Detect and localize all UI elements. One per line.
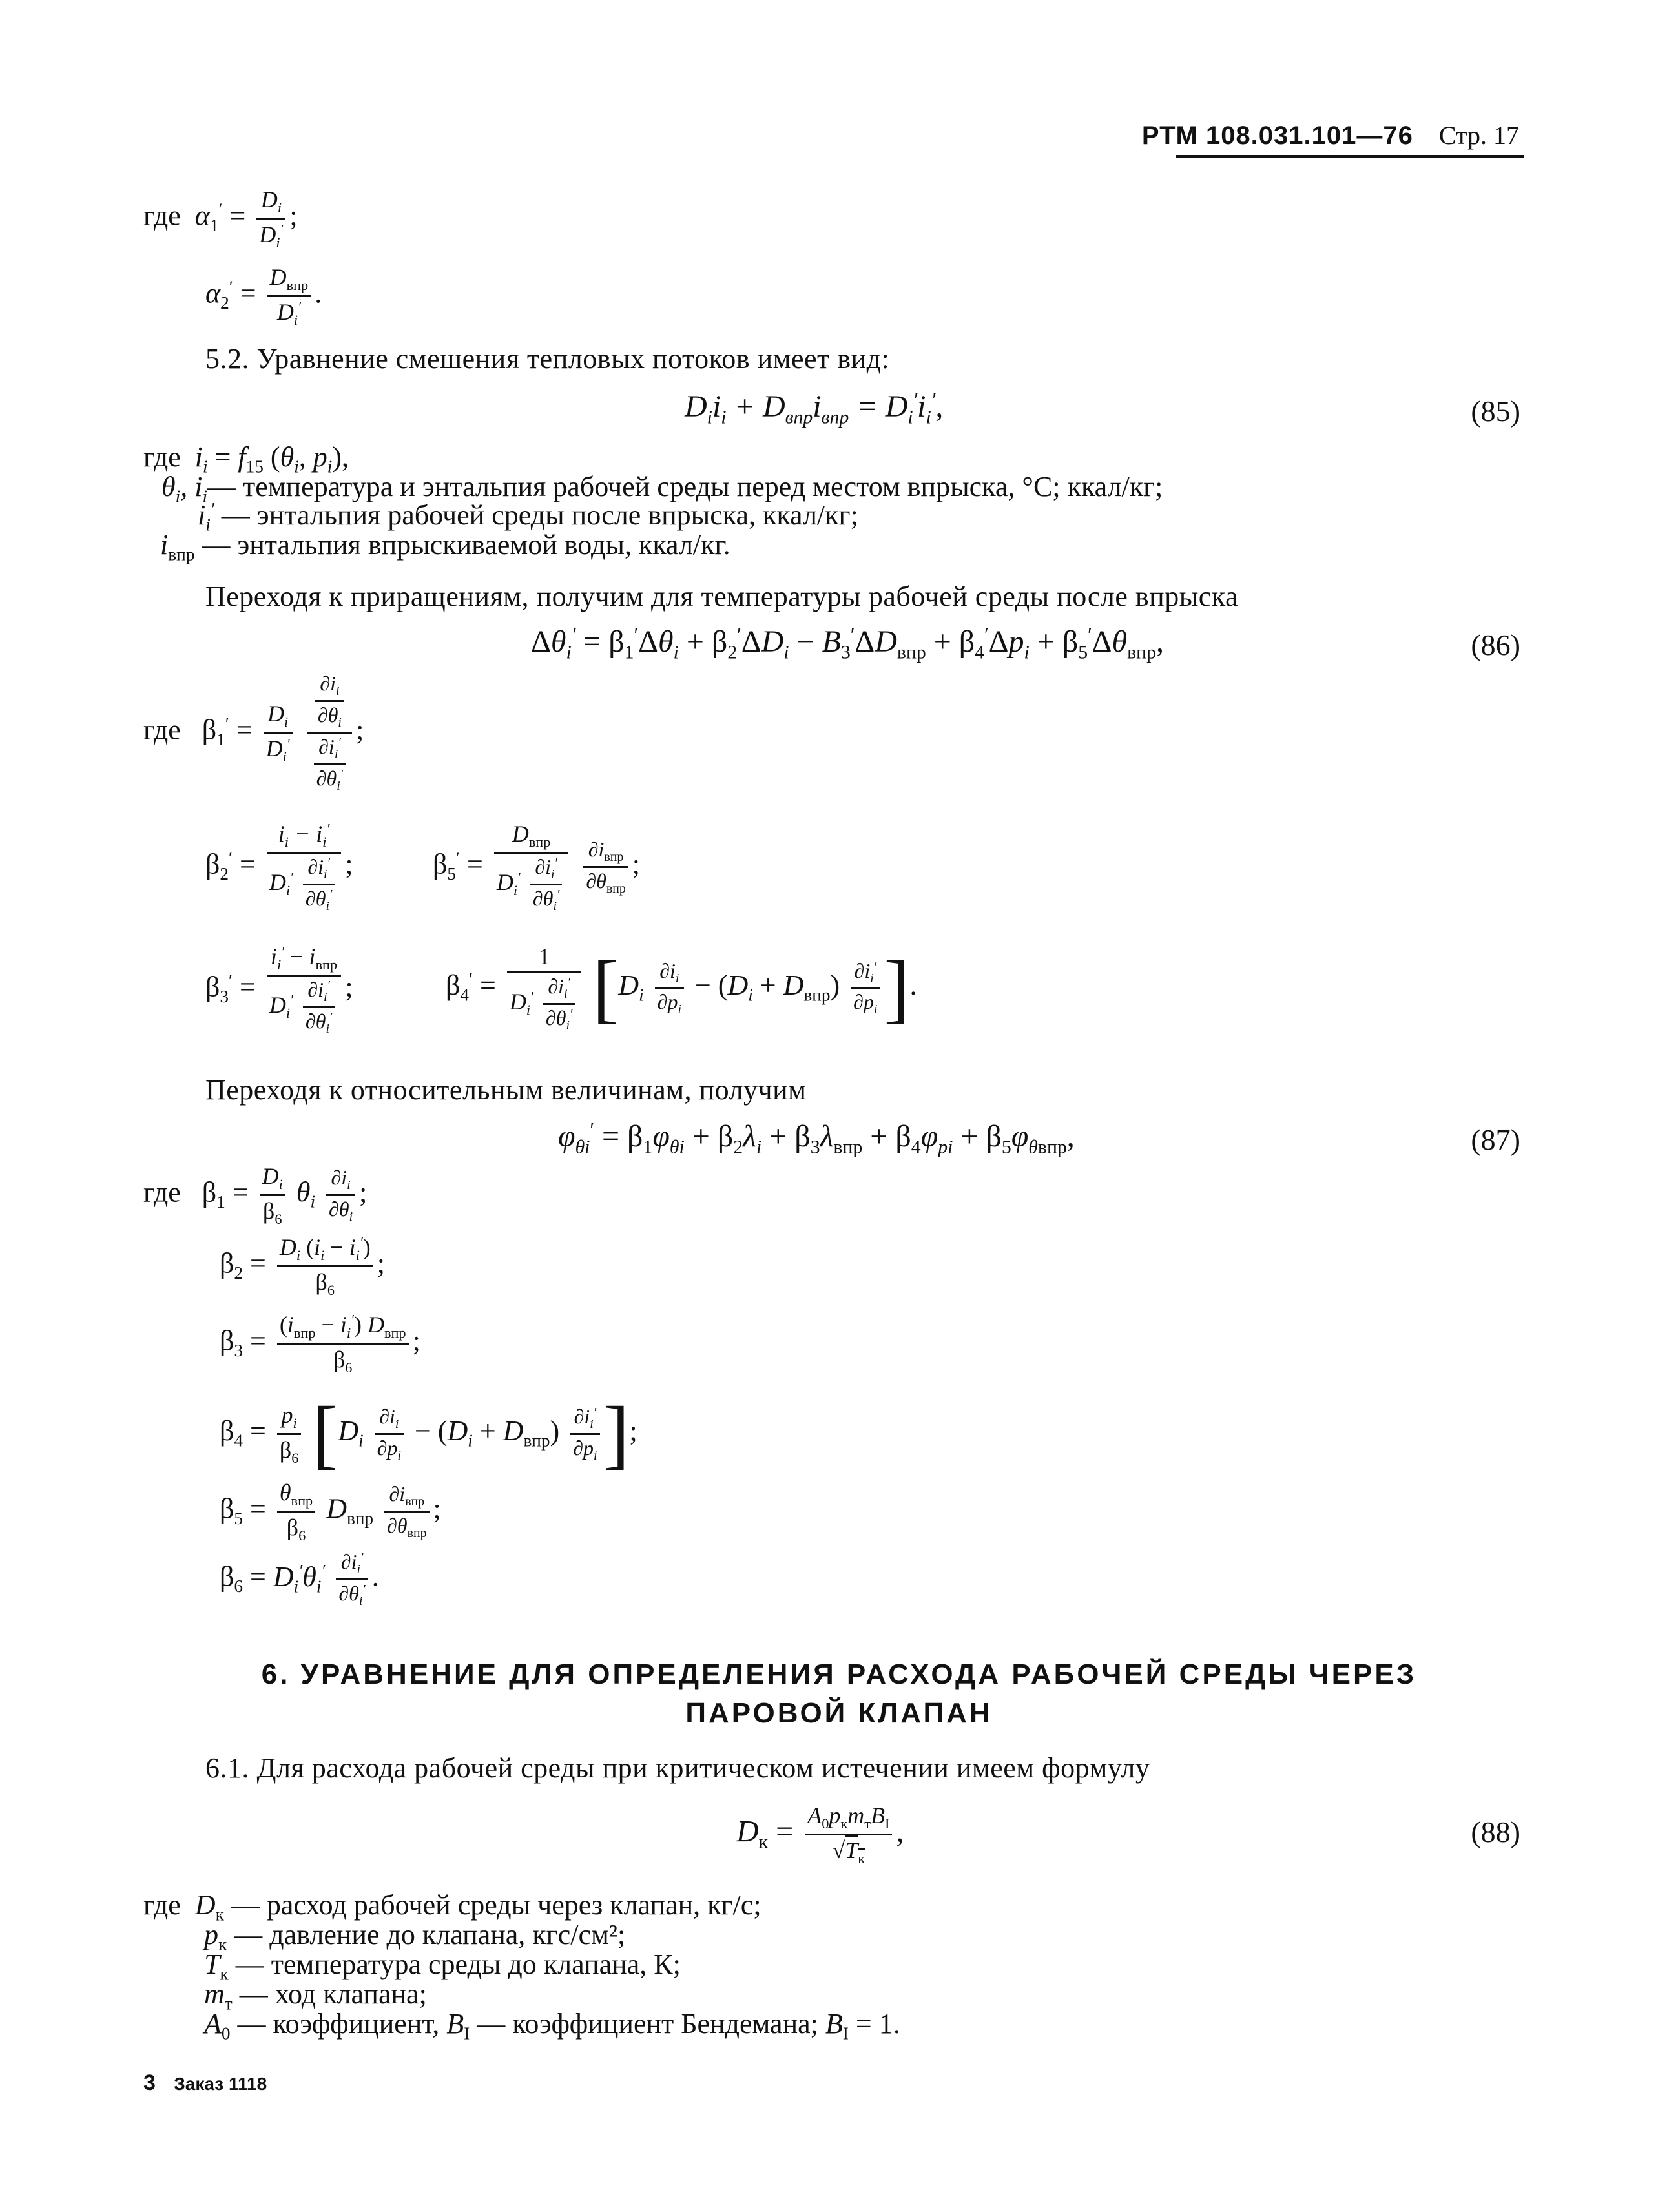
definition-pk: $p_к$ — давление до клапана, кгс/см²; xyxy=(204,1919,626,1954)
definition-Tk: $T_к$ — температура среды до клапана, К; xyxy=(204,1948,681,1984)
beta3-formula: $\beta_3$ = $\frac{(i_{впр} - i_i') D_{впр}}{\beta_6}$ ; xyxy=(220,1311,420,1376)
paragraph-6-1: 6.1. Для расхода рабочей среды при критическом истечении имеем формулу xyxy=(205,1752,1150,1784)
beta5-prime-formula: $\beta_5'$ = $D_{впр}$ $D_i'$ $\frac{\partial i_i'}{\partial\theta_i'}$ $\frac{\partial i_{впр}}{\partial\theta_{впр}}$ ; xyxy=(433,821,640,913)
section-6-title-line2: ПАРОВОЙ КЛАПАН xyxy=(685,1697,993,1729)
equation-88: $D_к$ = $\frac{A_0p_кm_тB_I}{√T_к}$ , xyxy=(736,1803,904,1866)
order-number: Заказ 1118 xyxy=(174,2074,267,2094)
equation-number-86: (86) xyxy=(1471,628,1520,661)
paragraph-relative: Переходя к относительным величинам, получим xyxy=(205,1074,807,1106)
gde-label: где xyxy=(143,200,181,232)
paragraph-increments: Переходя к приращениям, получим для температуры рабочей среды после впрыска xyxy=(205,581,1239,612)
beta2-formula: $\beta_2$ = $\frac{D_i (i_i - i_i')}{\beta_6}$ ; xyxy=(220,1234,385,1298)
definition-Dk: где $D_к$ — расход рабочей среды через клапан, кг/с; xyxy=(143,1889,761,1925)
beta1-formula: где $\beta_1$ = $\frac{D_i}{\beta_6}$ $\theta_i$ $\frac{\partial i_i}{\partial\theta_i}$ ; xyxy=(143,1163,368,1227)
definition-mt: $m_т$ — ход клапана; xyxy=(204,1978,427,2014)
definition-i-prime: $i_i'$ — энтальпия рабочей среды после впрыска, ккал/кг; xyxy=(198,499,858,535)
beta4-prime-formula: $\beta_4'$ = 1 $D_i'$ $\frac{\partial i_i'}{\partial\theta_i'}$ [$D_i$ $\frac{\partial i_i}{\partial p_i}$ − $(D_i + D_{впр})$ $\frac{\partial i_i'}{\partial p_i}$ ]. xyxy=(446,944,917,1033)
beta5-formula: $\beta_5$ = $\frac{\theta_{впр}}{\beta_6}$ $D_{впр}$ $\frac{\partial i_{впр}}{\partial\theta_{впр}}$ ; xyxy=(220,1480,441,1544)
paragraph-5-2: 5.2. Уравнение смешения тепловых потоков имеет вид: xyxy=(205,343,890,375)
header-rule xyxy=(1176,155,1524,158)
page-number: Стр. 17 xyxy=(1438,121,1519,150)
document-code: РТМ 108.031.101—76 xyxy=(1141,121,1413,150)
equation-number-88: (88) xyxy=(1471,1815,1520,1848)
beta2-prime-formula: $\beta_2'$ = $i_i - i_i'$ $D_i'$ $\frac{\partial i_i'}{\partial\theta_i'}$ ; xyxy=(205,820,353,913)
running-header xyxy=(1142,120,1519,150)
equation-85: $D_ii_i + D_{впр}i_{впр} = D_i'i_i'$, xyxy=(685,389,944,428)
equation-number-85: (85) xyxy=(1471,395,1520,428)
definition-i-f15: где $i_i = f_{15}$ ($\theta_i$, $p_i$), xyxy=(143,441,349,477)
beta6-formula: $\beta_6 = D_i'\theta_i'$ $\frac{\partial i_i'}{\partial\theta_i'}$ . xyxy=(220,1550,379,1608)
page-footer xyxy=(143,2071,267,2096)
definition-i-vpr: $i_{впр}$ — энтальпия впрыскиваемой воды, ккал/кг. xyxy=(160,529,730,564)
signature-number: 3 xyxy=(143,2071,156,2095)
definition-theta-i: $\theta_i$, $i_i—$ температура и энтальпия рабочей среды перед местом впрыска, °С; ккал/кг; xyxy=(161,471,1163,506)
equation-number-87: (87) xyxy=(1471,1123,1520,1156)
equation-86: $\Delta\theta_i' = \beta_1'\Delta\theta_i + \beta_2'\Delta D_i - B_3'\Delta D_{впр} + \beta_4'\Delta p_i + \beta_5'\Delta\theta_{впр}$, xyxy=(531,624,1164,663)
beta1-prime-formula: где $\beta_1'$ = $\frac{D_i}{D_i'}$ $\frac{\frac{\partial i_i}{\partial\theta_i}}{\frac{\partial i_i'}{\partial\theta_i'}}$ ; xyxy=(143,672,364,793)
equation-87: $\varphi_{\theta i}' = \beta_1\varphi_{\theta i} + \beta_2\lambda_i + \beta_3\lambda_{впр} + \beta_4\varphi_{pi} + \beta_5\varphi_{\theta впр}$, xyxy=(558,1119,1075,1158)
definition-A0-B1: $A_0$ — коэффициент, $B_I$ — коэффициент Бендемана; $B_I = 1$. xyxy=(204,2008,900,2043)
beta3-prime-formula: $\beta_3'$ = $i_i' - i_{впр}$ $D_i'$ $\frac{\partial i_i'}{\partial\theta_i'}$ ; xyxy=(205,943,353,1036)
section-6-title-line1: 6. УРАВНЕНИЕ ДЛЯ ОПРЕДЕЛЕНИЯ РАСХОДА РАБОЧЕЙ СРЕДЫ ЧЕРЕЗ xyxy=(261,1659,1417,1690)
beta4-formula: $\beta_4$ = $\frac{p_i}{\beta_6}$ [$D_i$ $\frac{\partial i_i}{\partial p_i}$ − $(D_i + D_{впр})$ $\frac{\partial i_i'}{\partial p_i}$ ]; xyxy=(220,1390,637,1476)
alpha2-formula: $\alpha_2'$ = $\frac{D_{впр}}{D_i'}$ . xyxy=(205,264,322,328)
alpha1-formula: где $\alpha_1'$ = $\frac{D_i}{D_i'}$ ; xyxy=(143,187,298,251)
